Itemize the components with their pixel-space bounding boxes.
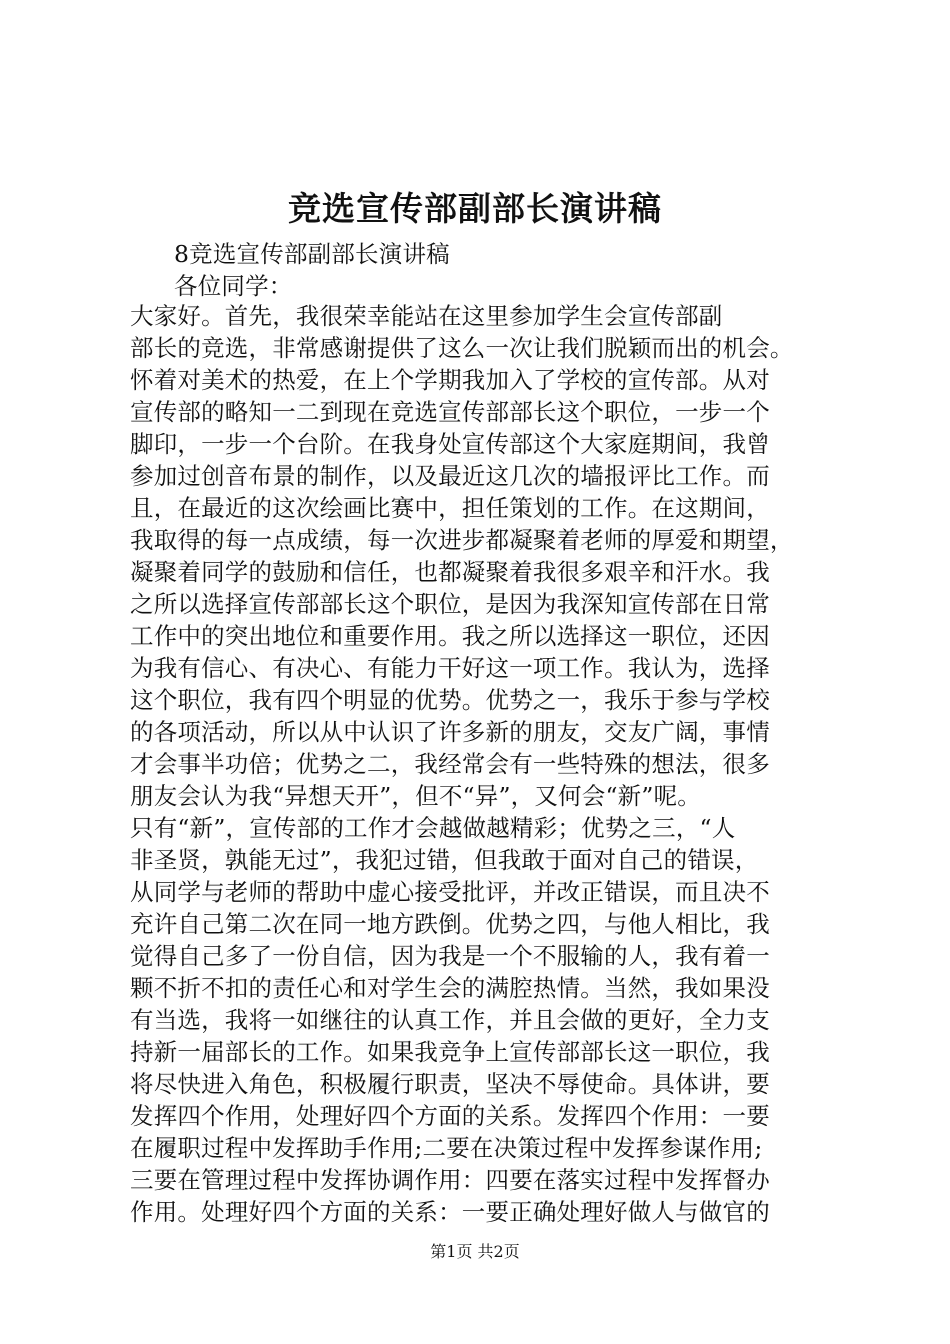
paragraph-line: 的各项活动，所以从中认识了许多新的朋友，交友广阔，事情: [130, 718, 770, 746]
paragraph-line: 参加过创音布景的制作，以及最近这几次的墙报评比工作。而: [130, 462, 770, 490]
paragraph-line: 从同学与老师的帮助中虚心接受批评，并改正错误，而且决不: [130, 878, 770, 906]
paragraph-line: 持新一届部长的工作。如果我竞争上宣传部部长这一职位，我: [130, 1038, 770, 1066]
paragraph-line: 大家好。首先，我很荣幸能站在这里参加学生会宣传部副: [130, 302, 723, 330]
paragraph-line: 充许自己第二次在同一地方跌倒。优势之四，与他人相比，我: [130, 910, 770, 938]
paragraph-line: 为我有信心、有决心、有能力干好这一项工作。我认为，选择: [130, 654, 770, 682]
paragraph-line: 将尽快进入角色，积极履行职责，坚决不辱使命。具体讲，要: [130, 1070, 770, 1098]
paragraph-line: 觉得自己多了一份自信，因为我是一个不服输的人，我有着一: [130, 942, 770, 970]
paragraph-line: 颗不折不扣的责任心和对学生会的满腔热情。当然，我如果没: [130, 974, 770, 1002]
paragraph-line: 发挥四个作用，处理好四个方面的关系。发挥四个作用：一要: [130, 1102, 770, 1130]
paragraph-line: 工作中的突出地位和重要作用。我之所以选择这一职位，还因: [130, 622, 770, 650]
document-subtitle: 8竞选宣传部副部长演讲稿: [174, 240, 450, 268]
paragraph-line: 朋友会认为我“异想天开”，但不“异”，又何会“新”呢。: [130, 782, 701, 810]
paragraph-line: 这个职位，我有四个明显的优势。优势之一，我乐于参与学校: [130, 686, 770, 714]
page-footer: 第1页 共2页: [430, 1242, 520, 1261]
paragraph-line: 部长的竞选，非常感谢提供了这么一次让我们脱颖而出的机会。: [130, 334, 794, 362]
paragraph-line: 之所以选择宣传部部长这个职位，是因为我深知宣传部在日常: [130, 590, 770, 618]
paragraph-line: 宣传部的略知一二到现在竞选宣传部部长这个职位，一步一个: [130, 398, 770, 426]
paragraph-line: 才会事半功倍；优势之二，我经常会有一些特殊的想法，很多: [130, 750, 770, 778]
paragraph-line: 怀着对美术的热爱，在上个学期我加入了学校的宣传部。从对: [130, 366, 770, 394]
paragraph-line: 作用。处理好四个方面的关系：一要正确处理好做人与做官的: [130, 1198, 770, 1226]
paragraph-line: 只有“新”，宣传部的工作才会越做越精彩；优势之三，“人: [130, 814, 736, 842]
paragraph-line: 且，在最近的这次绘画比赛中，担任策划的工作。在这期间，: [130, 494, 770, 522]
paragraph-line: 脚印，一步一个台阶。在我身处宣传部这个大家庭期间，我曾: [130, 430, 770, 458]
paragraph-line: 有当选，我将一如继往的认真工作，并且会做的更好，全力支: [130, 1006, 770, 1034]
salutation: 各位同学：: [174, 272, 293, 300]
paragraph-line: 三要在管理过程中发挥协调作用：四要在落实过程中发挥督办: [130, 1166, 770, 1194]
document-title: 竞选宣传部副部长演讲稿: [288, 189, 662, 228]
paragraph-line: 我取得的每一点成绩，每一次进步都凝聚着老师的厚爱和期望，: [130, 526, 794, 554]
paragraph-line: 在履职过程中发挥助手作用;二要在决策过程中发挥参谋作用;: [130, 1134, 763, 1162]
paragraph-line: 凝聚着同学的鼓励和信任，也都凝聚着我很多艰辛和汗水。我: [130, 558, 770, 586]
paragraph-line: 非圣贤，孰能无过”，我犯过错，但我敢于面对自己的错误，: [130, 846, 759, 874]
